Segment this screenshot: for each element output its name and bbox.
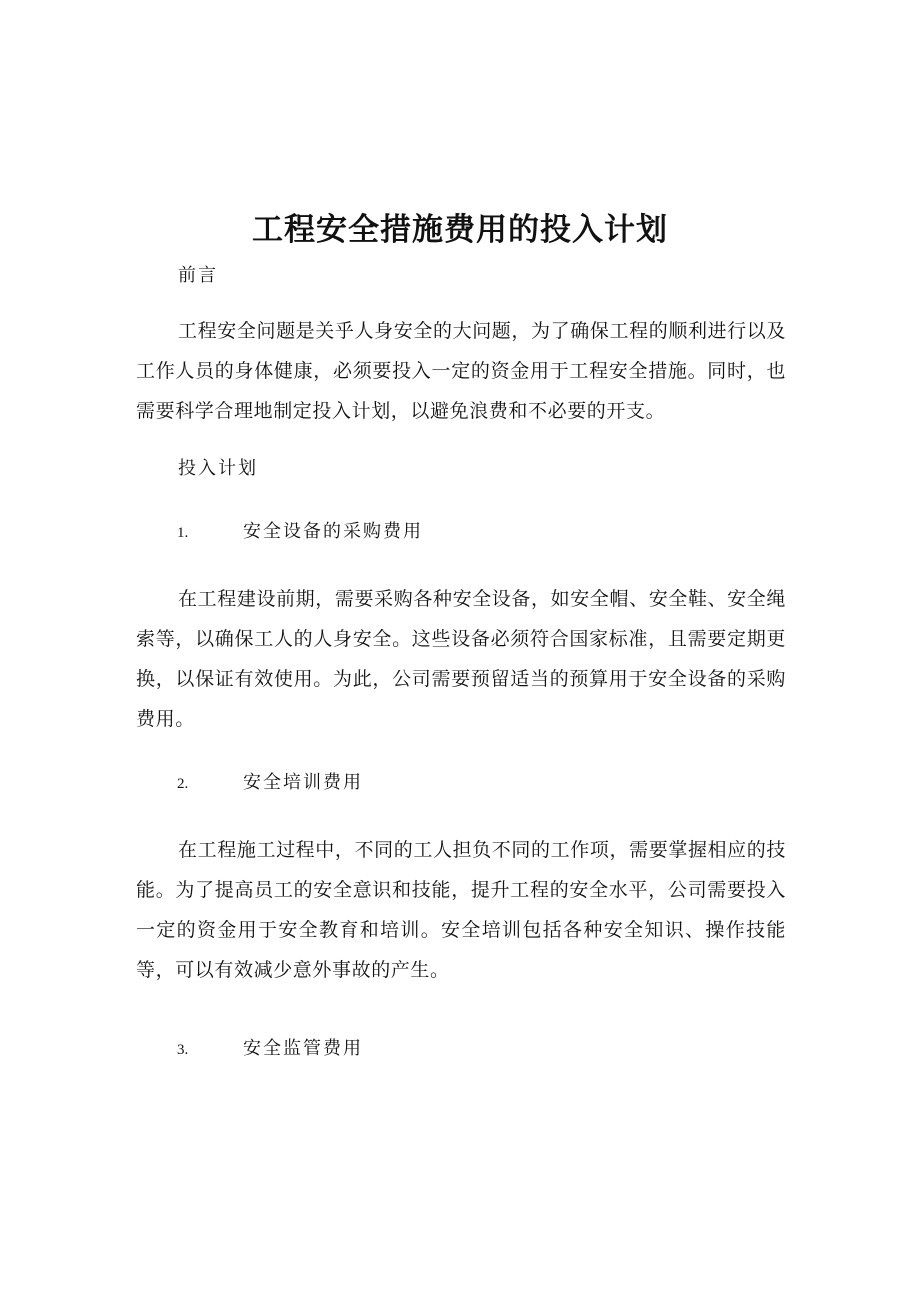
item-paragraph: 在工程建设前期，需要采购各种安全设备，如安全帽、安全鞋、安全绳索等，以确保工人的人身安全。这些设备必须符合国家标准，且需要定期更换，以保证有效使用。为此，公司需要预留适当的预算用于安全设备的采购费用。	[136, 588, 786, 730]
item-heading: 安全监管费用	[243, 1038, 363, 1059]
list-item	[177, 1036, 363, 1063]
plan-heading: 投入计划	[178, 458, 258, 479]
list-item	[177, 770, 363, 797]
preface-paragraph: 工程安全问题是关乎人身安全的大问题，为了确保工程的顺利进行以及工作人员的身体健康，必须要投入一定的资金用于工程安全措施。同时，也需要科学合理地制定投入计划，以避免浪费和不必要的开支。	[136, 320, 786, 422]
item-number: 2.	[177, 776, 189, 792]
item-paragraph: 在工程施工过程中，不同的工人担负不同的工作项，需要掌握相应的技能。为了提高员工的安全意识和技能，提升工程的安全水平，公司需要投入一定的资金用于安全教育和培训。安全培训包括各种安全知识、操作技能等，可以有效减少意外事故的产生。	[136, 839, 786, 981]
document-title: 工程安全措施费用的投入计划	[252, 212, 668, 248]
preface-heading: 前言	[178, 265, 218, 286]
item-heading: 安全培训费用	[243, 772, 363, 793]
list-item	[177, 519, 423, 546]
item-heading: 安全设备的采购费用	[243, 521, 423, 542]
item-number: 3.	[177, 1042, 189, 1058]
item-number: 1.	[177, 525, 189, 541]
